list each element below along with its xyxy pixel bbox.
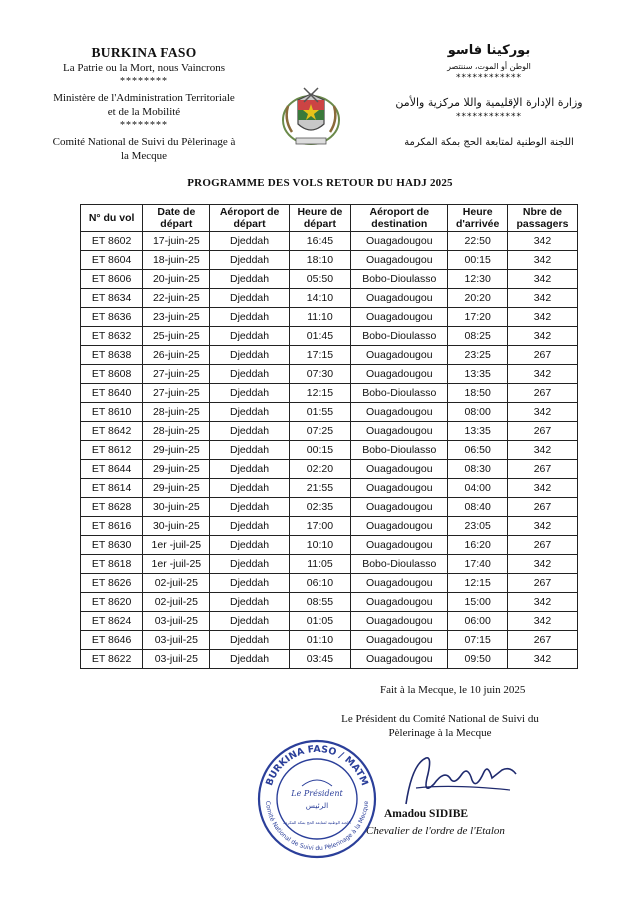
cell-departure-date: 25-juin-25 xyxy=(143,327,210,346)
table-header-row xyxy=(81,205,578,232)
cell-passenger-count: 342 xyxy=(507,327,577,346)
stamp-center-ar: الرئيس xyxy=(305,801,329,810)
cell-departure-date: 02-juil-25 xyxy=(143,593,210,612)
cell-arrival-time: 08:30 xyxy=(448,460,507,479)
cell-passenger-count: 267 xyxy=(507,631,577,650)
cell-flight-number: ET 8616 xyxy=(81,517,143,536)
official-seal-icon xyxy=(256,738,378,860)
cell-arrival-time: 20:20 xyxy=(448,289,507,308)
committee-line-2: la Mecque xyxy=(120,150,168,163)
cell-flight-number: ET 8604 xyxy=(81,251,143,270)
cell-arrival-time: 12:15 xyxy=(448,574,507,593)
cell-destination-airport: Ouagadougou xyxy=(351,365,448,384)
cell-departure-date: 03-juil-25 xyxy=(143,612,210,631)
table-row xyxy=(81,422,578,441)
cell-flight-number: ET 8606 xyxy=(81,270,143,289)
cell-departure-airport: Djeddah xyxy=(210,384,289,403)
cell-departure-date: 27-juin-25 xyxy=(143,384,210,403)
header-right xyxy=(376,42,602,151)
cell-departure-time: 02:20 xyxy=(289,460,350,479)
table-row xyxy=(81,555,578,574)
cell-flight-number: ET 8608 xyxy=(81,365,143,384)
table-row xyxy=(81,631,578,650)
cell-departure-airport: Djeddah xyxy=(210,574,289,593)
cell-flight-number: ET 8634 xyxy=(81,289,143,308)
cell-departure-time: 07:25 xyxy=(289,422,350,441)
national-motto: La Patrie ou la Mort, nous Vaincrons xyxy=(62,62,226,75)
place-and-date: Fait à la Mecque, le 10 juin 2025 xyxy=(380,684,526,696)
cell-flight-number: ET 8642 xyxy=(81,422,143,441)
cell-departure-time: 14:10 xyxy=(289,289,350,308)
cell-departure-airport: Djeddah xyxy=(210,289,289,308)
cell-departure-time: 11:10 xyxy=(289,308,350,327)
cell-arrival-time: 08:25 xyxy=(448,327,507,346)
cell-destination-airport: Ouagadougou xyxy=(351,460,448,479)
cell-departure-date: 02-juil-25 xyxy=(143,574,210,593)
cell-departure-date: 29-juin-25 xyxy=(143,460,210,479)
cell-departure-airport: Djeddah xyxy=(210,650,289,669)
cell-departure-time: 00:15 xyxy=(289,441,350,460)
cell-passenger-count: 267 xyxy=(507,460,577,479)
table-row xyxy=(81,346,578,365)
cell-arrival-time: 22:50 xyxy=(448,232,507,251)
cell-flight-number: ET 8618 xyxy=(81,555,143,574)
cell-passenger-count: 342 xyxy=(507,612,577,631)
cell-destination-airport: Bobo-Dioulasso xyxy=(351,555,448,574)
burkina-coat-of-arms-icon xyxy=(278,80,344,150)
cell-arrival-time: 00:15 xyxy=(448,251,507,270)
cell-passenger-count: 342 xyxy=(507,441,577,460)
cell-passenger-count: 342 xyxy=(507,251,577,270)
col-flight-number: N° du vol xyxy=(81,205,143,232)
president-line-2: Pèlerinage à la Mecque xyxy=(388,727,492,740)
stars-separator: ******** xyxy=(120,76,168,88)
cell-destination-airport: Ouagadougou xyxy=(351,574,448,593)
committee-arabic: اللجنة الوطنية لمتابعة الحج بمكة المكرمة xyxy=(404,137,574,149)
cell-departure-date: 20-juin-25 xyxy=(143,270,210,289)
cell-departure-airport: Djeddah xyxy=(210,327,289,346)
cell-departure-time: 07:30 xyxy=(289,365,350,384)
cell-arrival-time: 07:15 xyxy=(448,631,507,650)
cell-departure-airport: Djeddah xyxy=(210,460,289,479)
cell-passenger-count: 342 xyxy=(507,365,577,384)
cell-departure-time: 01:55 xyxy=(289,403,350,422)
col-destination-airport: Aéroport de destination xyxy=(351,205,448,232)
cell-destination-airport: Bobo-Dioulasso xyxy=(351,441,448,460)
stamp-center-fr: Le Président xyxy=(291,789,343,798)
cell-passenger-count: 267 xyxy=(507,536,577,555)
col-arrival-time: Heure d'arrivée xyxy=(448,205,507,232)
cell-departure-time: 21:55 xyxy=(289,479,350,498)
stamp-outer-bottom: Comité National de Suivi du Pèlerinage à la Mecque xyxy=(264,800,370,853)
cell-arrival-time: 09:50 xyxy=(448,650,507,669)
cell-destination-airport: Ouagadougou xyxy=(351,346,448,365)
cell-departure-airport: Djeddah xyxy=(210,441,289,460)
cell-departure-time: 01:45 xyxy=(289,327,350,346)
ministry-arabic: وزارة الإدارة الإقليمية واللا مركزية والأمن xyxy=(395,96,583,110)
cell-departure-time: 17:00 xyxy=(289,517,350,536)
cell-passenger-count: 267 xyxy=(507,498,577,517)
cell-flight-number: ET 8614 xyxy=(81,479,143,498)
cell-departure-date: 27-juin-25 xyxy=(143,365,210,384)
cell-departure-time: 10:10 xyxy=(289,536,350,555)
cell-passenger-count: 342 xyxy=(507,270,577,289)
cell-flight-number: ET 8624 xyxy=(81,612,143,631)
cell-arrival-time: 18:50 xyxy=(448,384,507,403)
cell-departure-date: 23-juin-25 xyxy=(143,308,210,327)
cell-passenger-count: 342 xyxy=(507,479,577,498)
cell-departure-time: 05:50 xyxy=(289,270,350,289)
country-name-arabic: بوركينا فاسو xyxy=(447,43,531,58)
table-row xyxy=(81,593,578,612)
cell-arrival-time: 06:00 xyxy=(448,612,507,631)
cell-passenger-count: 342 xyxy=(507,232,577,251)
cell-departure-date: 17-juin-25 xyxy=(143,232,210,251)
cell-destination-airport: Ouagadougou xyxy=(351,422,448,441)
cell-departure-airport: Djeddah xyxy=(210,479,289,498)
cell-destination-airport: Ouagadougou xyxy=(351,403,448,422)
cell-arrival-time: 06:50 xyxy=(448,441,507,460)
cell-destination-airport: Ouagadougou xyxy=(351,479,448,498)
cell-flight-number: ET 8640 xyxy=(81,384,143,403)
cell-arrival-time: 17:20 xyxy=(448,308,507,327)
flights-table xyxy=(80,204,578,669)
cell-departure-time: 06:10 xyxy=(289,574,350,593)
cell-destination-airport: Bobo-Dioulasso xyxy=(351,384,448,403)
stamp-inner-arabic: اللجنة الوطنية لمتابعة الحج بمكة المكرمة xyxy=(283,820,351,825)
cell-departure-airport: Djeddah xyxy=(210,422,289,441)
ministry-line-2: et de la Mobilité xyxy=(107,106,181,119)
cell-departure-airport: Djeddah xyxy=(210,251,289,270)
cell-departure-date: 1er -juil-25 xyxy=(143,536,210,555)
cell-departure-time: 17:15 xyxy=(289,346,350,365)
cell-departure-time: 12:15 xyxy=(289,384,350,403)
table-row xyxy=(81,479,578,498)
cell-departure-airport: Djeddah xyxy=(210,308,289,327)
cell-passenger-count: 342 xyxy=(507,555,577,574)
cell-destination-airport: Bobo-Dioulasso xyxy=(351,270,448,289)
table-row xyxy=(81,289,578,308)
cell-departure-airport: Djeddah xyxy=(210,517,289,536)
cell-departure-date: 28-juin-25 xyxy=(143,403,210,422)
president-line-1: Le Président du Comité National de Suivi du xyxy=(341,713,539,725)
stars-separator-arabic: ************ xyxy=(456,73,522,84)
cell-arrival-time: 08:40 xyxy=(448,498,507,517)
cell-departure-date: 26-juin-25 xyxy=(143,346,210,365)
col-passenger-count: Nbre de passagers xyxy=(507,205,577,232)
cell-destination-airport: Ouagadougou xyxy=(351,536,448,555)
cell-destination-airport: Ouagadougou xyxy=(351,650,448,669)
table-row xyxy=(81,536,578,555)
cell-arrival-time: 13:35 xyxy=(448,365,507,384)
cell-arrival-time: 08:00 xyxy=(448,403,507,422)
document-title: PROGRAMME DES VOLS RETOUR DU HADJ 2025 xyxy=(187,177,453,189)
signatory-name: Amadou SIDIBE xyxy=(384,808,469,820)
table-row xyxy=(81,403,578,422)
cell-flight-number: ET 8628 xyxy=(81,498,143,517)
cell-passenger-count: 267 xyxy=(507,346,577,365)
cell-departure-time: 01:10 xyxy=(289,631,350,650)
cell-destination-airport: Ouagadougou xyxy=(351,308,448,327)
cell-passenger-count: 267 xyxy=(507,574,577,593)
cell-passenger-count: 342 xyxy=(507,650,577,669)
cell-departure-date: 28-juin-25 xyxy=(143,422,210,441)
country-name: BURKINA FASO xyxy=(91,45,197,60)
cell-flight-number: ET 8626 xyxy=(81,574,143,593)
cell-flight-number: ET 8638 xyxy=(81,346,143,365)
cell-departure-time: 01:05 xyxy=(289,612,350,631)
col-departure-time: Heure de départ xyxy=(289,205,350,232)
table-row xyxy=(81,612,578,631)
table-row xyxy=(81,498,578,517)
cell-departure-date: 1er -juil-25 xyxy=(143,555,210,574)
cell-destination-airport: Ouagadougou xyxy=(351,498,448,517)
cell-destination-airport: Bobo-Dioulasso xyxy=(351,327,448,346)
cell-flight-number: ET 8632 xyxy=(81,327,143,346)
col-departure-airport: Aéroport de départ xyxy=(210,205,289,232)
table-row xyxy=(81,441,578,460)
table-row xyxy=(81,384,578,403)
cell-departure-airport: Djeddah xyxy=(210,498,289,517)
cell-arrival-time: 04:00 xyxy=(448,479,507,498)
cell-departure-airport: Djeddah xyxy=(210,403,289,422)
cell-departure-time: 02:35 xyxy=(289,498,350,517)
cell-departure-time: 03:45 xyxy=(289,650,350,669)
cell-flight-number: ET 8612 xyxy=(81,441,143,460)
cell-arrival-time: 13:35 xyxy=(448,422,507,441)
cell-departure-airport: Djeddah xyxy=(210,612,289,631)
cell-departure-airport: Djeddah xyxy=(210,232,289,251)
cell-passenger-count: 267 xyxy=(507,384,577,403)
cell-departure-airport: Djeddah xyxy=(210,555,289,574)
cell-departure-airport: Djeddah xyxy=(210,365,289,384)
ministry-line-1: Ministère de l'Administration Territoriale xyxy=(53,92,235,105)
cell-passenger-count: 342 xyxy=(507,308,577,327)
cell-flight-number: ET 8646 xyxy=(81,631,143,650)
cell-departure-time: 08:55 xyxy=(289,593,350,612)
table-row xyxy=(81,365,578,384)
cell-arrival-time: 12:30 xyxy=(448,270,507,289)
header-left xyxy=(28,44,260,163)
cell-destination-airport: Ouagadougou xyxy=(351,289,448,308)
cell-departure-date: 29-juin-25 xyxy=(143,441,210,460)
cell-flight-number: ET 8620 xyxy=(81,593,143,612)
cell-passenger-count: 342 xyxy=(507,517,577,536)
cell-passenger-count: 267 xyxy=(507,422,577,441)
national-motto-arabic: الوطن أو الموت، سننتصر xyxy=(447,61,531,71)
table-row xyxy=(81,574,578,593)
table-row xyxy=(81,251,578,270)
cell-flight-number: ET 8622 xyxy=(81,650,143,669)
cell-passenger-count: 342 xyxy=(507,593,577,612)
svg-text:BURKINA FASO / MATM xyxy=(264,744,370,787)
cell-departure-airport: Djeddah xyxy=(210,270,289,289)
cell-flight-number: ET 8630 xyxy=(81,536,143,555)
cell-departure-date: 03-juil-25 xyxy=(143,650,210,669)
committee-line-1: Comité National de Suivi du Pèlerinage à xyxy=(52,136,236,149)
cell-arrival-time: 17:40 xyxy=(448,555,507,574)
cell-departure-airport: Djeddah xyxy=(210,631,289,650)
cell-departure-time: 16:45 xyxy=(289,232,350,251)
cell-arrival-time: 23:25 xyxy=(448,346,507,365)
table-row xyxy=(81,327,578,346)
cell-departure-date: 30-juin-25 xyxy=(143,498,210,517)
cell-flight-number: ET 8610 xyxy=(81,403,143,422)
cell-departure-date: 29-juin-25 xyxy=(143,479,210,498)
signatory-distinction: Chevalier de l'ordre de l'Etalon xyxy=(366,825,505,837)
president-title xyxy=(300,712,580,741)
cell-arrival-time: 23:05 xyxy=(448,517,507,536)
table-row xyxy=(81,270,578,289)
table-row xyxy=(81,308,578,327)
cell-destination-airport: Ouagadougou xyxy=(351,251,448,270)
handwritten-signature-icon xyxy=(392,744,522,814)
cell-departure-date: 22-juin-25 xyxy=(143,289,210,308)
cell-departure-airport: Djeddah xyxy=(210,593,289,612)
cell-departure-time: 11:05 xyxy=(289,555,350,574)
cell-destination-airport: Ouagadougou xyxy=(351,631,448,650)
col-departure-date: Date de départ xyxy=(143,205,210,232)
table-row xyxy=(81,460,578,479)
cell-destination-airport: Ouagadougou xyxy=(351,593,448,612)
cell-passenger-count: 342 xyxy=(507,289,577,308)
cell-departure-date: 18-juin-25 xyxy=(143,251,210,270)
cell-departure-date: 30-juin-25 xyxy=(143,517,210,536)
cell-flight-number: ET 8636 xyxy=(81,308,143,327)
cell-flight-number: ET 8644 xyxy=(81,460,143,479)
table-row xyxy=(81,650,578,669)
cell-arrival-time: 16:20 xyxy=(448,536,507,555)
cell-passenger-count: 342 xyxy=(507,403,577,422)
table-row xyxy=(81,232,578,251)
cell-destination-airport: Ouagadougou xyxy=(351,612,448,631)
table-row xyxy=(81,517,578,536)
cell-departure-airport: Djeddah xyxy=(210,346,289,365)
cell-destination-airport: Ouagadougou xyxy=(351,232,448,251)
stars-separator-2: ******** xyxy=(120,120,168,132)
cell-flight-number: ET 8602 xyxy=(81,232,143,251)
cell-departure-time: 18:10 xyxy=(289,251,350,270)
cell-arrival-time: 15:00 xyxy=(448,593,507,612)
cell-departure-airport: Djeddah xyxy=(210,536,289,555)
stamp-outer-top: BURKINA FASO / MATM xyxy=(264,743,370,788)
cell-destination-airport: Ouagadougou xyxy=(351,517,448,536)
cell-departure-date: 03-juil-25 xyxy=(143,631,210,650)
stars-separator-arabic-2: ************ xyxy=(456,112,522,123)
